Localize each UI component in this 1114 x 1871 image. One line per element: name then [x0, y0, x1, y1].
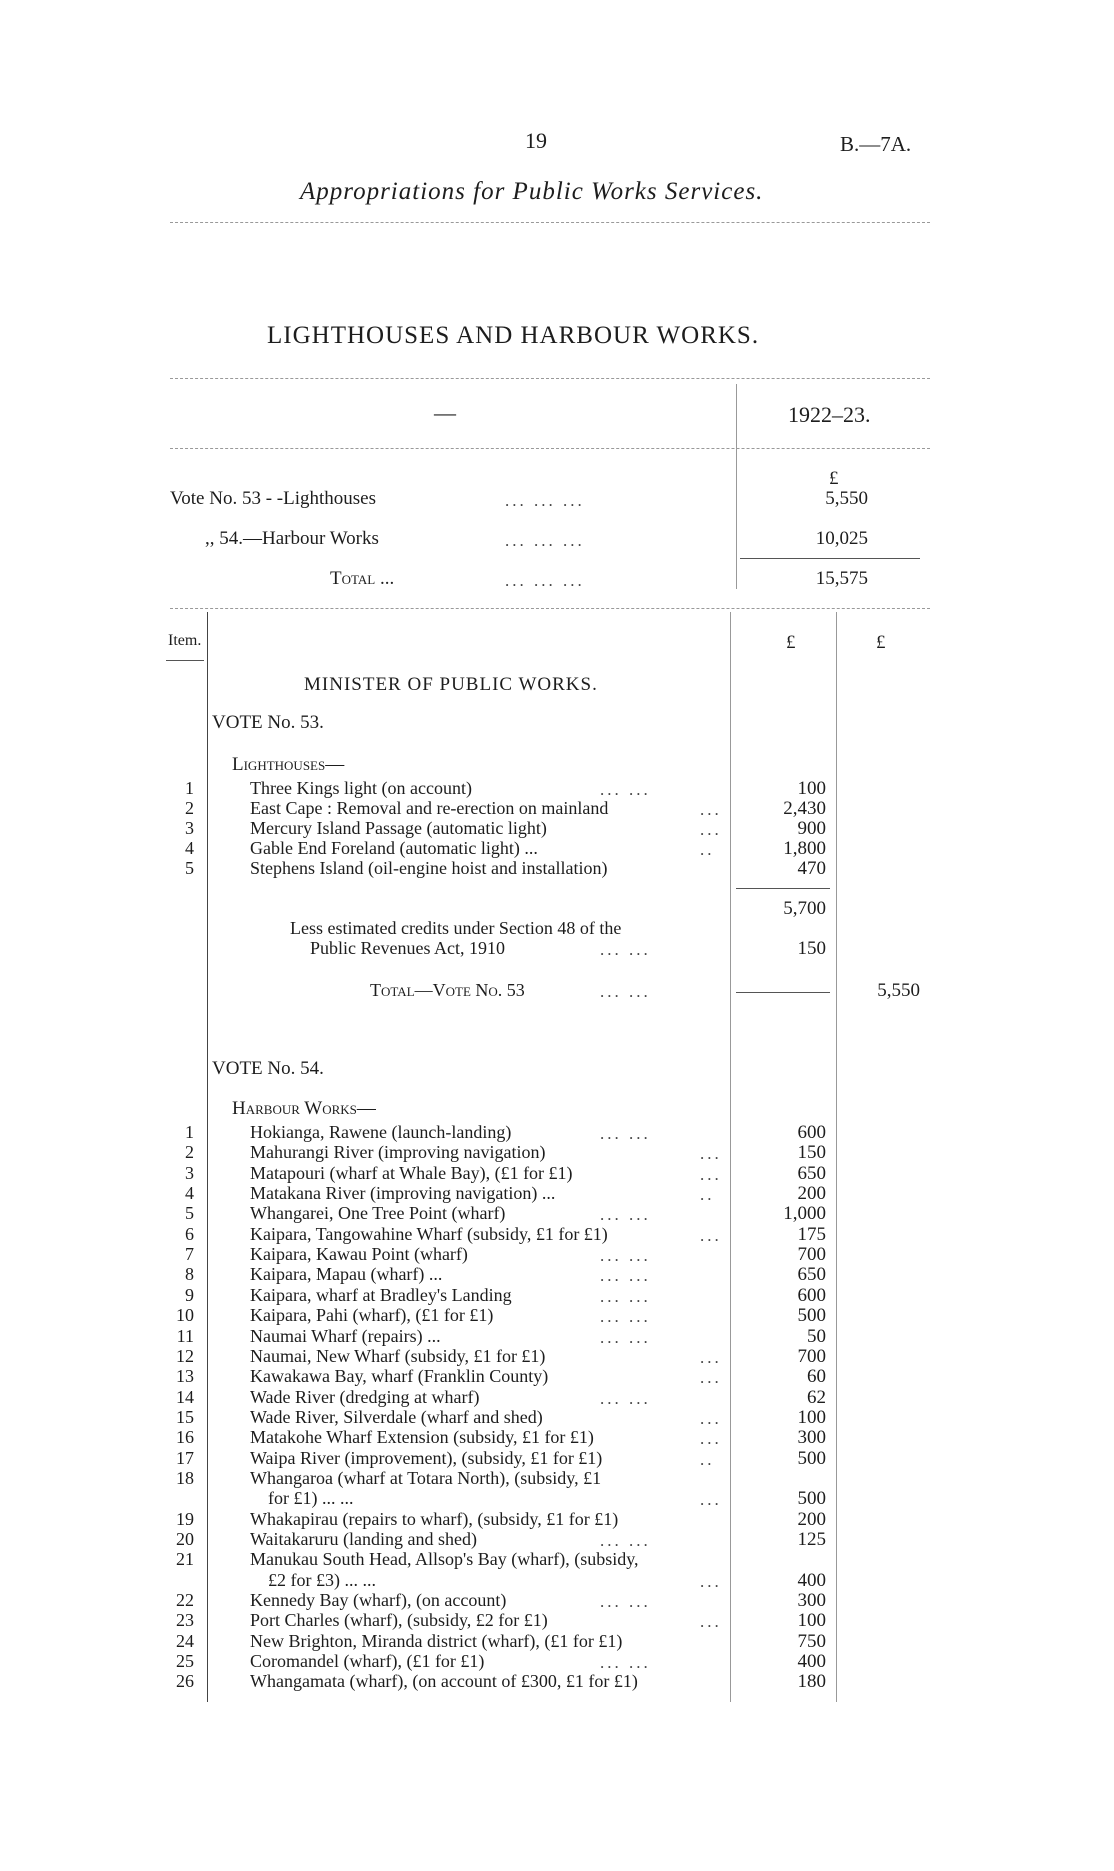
item-number: 5 — [185, 1203, 194, 1224]
item-amount: 150 — [797, 1142, 826, 1164]
item-amount: 700 — [797, 1244, 826, 1266]
vote-53-total-amount: 5,550 — [877, 980, 920, 1001]
item-number: 23 — [176, 1610, 194, 1631]
item-amount: 400 — [797, 1651, 826, 1673]
summary-row-dots: ... ... ... — [505, 531, 585, 550]
item-amount: 62 — [807, 1386, 826, 1408]
credits-amount: 150 — [797, 938, 826, 959]
item-amount: 300 — [797, 1590, 826, 1612]
item-dots: ... ... — [600, 1286, 651, 1306]
item-dots: ... — [700, 1612, 722, 1632]
item-number: 16 — [176, 1427, 194, 1448]
item-description: New Brighton, Miranda district (wharf), (£1 for £1) — [250, 1630, 623, 1651]
total-currency: £ — [876, 632, 886, 653]
credits-line-1: Less estimated credits under Section 48 of the — [290, 918, 622, 938]
summary-row-amount: 5,550 — [825, 488, 868, 509]
item-number: 13 — [176, 1366, 194, 1387]
item-dots: ... — [700, 820, 722, 839]
item-amount: 125 — [797, 1529, 826, 1550]
item-amount: 500 — [797, 1488, 826, 1510]
item-description: Kaipara, Tangowahine Wharf (subsidy, £1 for £1) — [250, 1223, 608, 1244]
vote-53-category: Lighthouses— — [232, 754, 345, 775]
item-amount: 100 — [797, 778, 826, 799]
amount-currency: £ — [786, 632, 796, 653]
item-description: Waitakaruru (landing and shed) — [250, 1529, 477, 1549]
summary-bottom-rule — [170, 608, 930, 609]
summary-year-header: 1922–23. — [788, 402, 871, 427]
item-amount: 650 — [797, 1264, 826, 1286]
item-dots: ... ... — [600, 1307, 651, 1327]
summary-dash-header: — — [434, 400, 456, 425]
page-header-title: Appropriations for Public Works Services. — [300, 178, 764, 205]
item-number: 18 — [176, 1467, 194, 1488]
item-dots: ... ... — [600, 1531, 651, 1550]
summary-row-dots: ... ... ... — [505, 491, 585, 510]
item-number: 11 — [176, 1325, 194, 1346]
item-description: Wade River (dredging at wharf) — [250, 1386, 480, 1407]
item-description: Coromandel (wharf), (£1 for £1) — [250, 1651, 485, 1672]
item-amount: 100 — [797, 1610, 826, 1632]
item-amount: 500 — [797, 1447, 826, 1469]
item-description: Port Charles (wharf), (subsidy, £2 for £1) — [250, 1610, 548, 1631]
item-amount: 200 — [797, 1183, 826, 1205]
summary-currency: £ — [829, 468, 839, 489]
total-column-divider — [836, 612, 837, 1702]
item-description: Whangaroa (wharf at Totara North), (subsidy, £1 — [250, 1467, 602, 1488]
item-number: 1 — [185, 1122, 194, 1142]
item-amount: 900 — [797, 818, 826, 839]
item-dots: ... — [700, 1164, 722, 1184]
item-description: Gable End Foreland (automatic light) ... — [250, 838, 538, 858]
vote-53-subtotal: 5,700 — [783, 898, 826, 919]
summary-total-amount: 15,575 — [815, 568, 868, 589]
item-description-continued: for £1) ... ... — [268, 1488, 354, 1509]
item-header: Item. — [168, 632, 202, 649]
item-description: Mahurangi River (improving navigation) — [250, 1142, 546, 1163]
item-number: 15 — [176, 1406, 194, 1427]
item-amount: 1,800 — [783, 838, 826, 859]
item-header-rule — [166, 660, 204, 661]
section-title: LIGHTHOUSES AND HARBOUR WORKS. — [267, 322, 760, 349]
item-number: 12 — [176, 1345, 194, 1366]
item-number: 21 — [176, 1549, 194, 1570]
summary-sum-rule — [740, 558, 920, 559]
item-dots: ... ... — [600, 1388, 651, 1408]
item-description: Matapouri (wharf at Whale Bay), (£1 for £1) — [250, 1162, 573, 1183]
summary-row-label: Vote No. 53 - -Lighthouses — [170, 488, 376, 509]
item-dots: ... — [700, 1144, 722, 1164]
item-number: 4 — [185, 1183, 194, 1204]
summary-row-amount: 10,025 — [815, 528, 868, 549]
item-dots: ... ... — [600, 1246, 651, 1266]
item-description-continued: £2 for £3) ... ... — [268, 1569, 376, 1590]
item-amount: 2,430 — [783, 798, 826, 819]
item-description: Kennedy Bay (wharf), (on account) — [250, 1590, 507, 1611]
item-dots: .. — [700, 840, 715, 859]
item-amount: 50 — [807, 1325, 826, 1347]
item-column-divider — [207, 612, 208, 1702]
item-number: 8 — [185, 1264, 194, 1285]
item-dots: ... — [700, 1490, 722, 1510]
item-dots: ... ... — [600, 1653, 651, 1673]
item-amount: 175 — [797, 1223, 826, 1245]
vote-53-total-dots: ... ... — [600, 982, 651, 1001]
item-amount: 400 — [797, 1569, 826, 1591]
summary-total-dots: ... ... ... — [505, 571, 585, 590]
item-description: Naumai, New Wharf (subsidy, £1 for £1) — [250, 1345, 546, 1366]
item-description: Stephens Island (oil-engine hoist and installation) — [250, 858, 608, 878]
item-dots: ... — [700, 1347, 722, 1367]
item-number: 14 — [176, 1386, 194, 1407]
item-amount: 100 — [797, 1406, 826, 1428]
page-number: 19 — [525, 128, 547, 153]
item-amount: 750 — [797, 1630, 826, 1652]
summary-row-label: ,, 54.—Harbour Works — [205, 528, 379, 549]
item-number: 3 — [185, 1162, 194, 1183]
item-amount: 600 — [797, 1284, 826, 1306]
item-description: Kaipara, Pahi (wharf), (£1 for £1) — [250, 1305, 494, 1326]
item-description: Whangamata (wharf), (on account of £300, £1 for £1) — [250, 1671, 638, 1692]
vote-53-total-rule — [736, 992, 830, 993]
item-description: Naumai Wharf (repairs) ... — [250, 1325, 441, 1346]
item-number: 25 — [176, 1651, 194, 1672]
item-description: East Cape : Removal and re-erection on mainland — [250, 798, 609, 818]
item-dots: ... ... — [600, 1592, 651, 1612]
item-number: 4 — [185, 838, 194, 858]
vote-53-heading: VOTE No. 53. — [212, 712, 324, 733]
item-dots: ... ... — [600, 780, 651, 799]
item-number: 5 — [185, 858, 194, 878]
item-dots: ... — [700, 1429, 722, 1449]
item-description: Kaipara, Kawau Point (wharf) — [250, 1244, 468, 1265]
item-description: Three Kings light (on account) — [250, 778, 472, 798]
item-number: 20 — [176, 1529, 194, 1549]
item-dots: ... ... — [600, 1205, 651, 1225]
item-number: 2 — [185, 1142, 194, 1163]
item-amount: 600 — [797, 1122, 826, 1143]
item-amount: 180 — [797, 1671, 826, 1693]
amount-column-divider — [730, 612, 731, 1702]
item-amount: 200 — [797, 1508, 826, 1530]
item-number: 26 — [176, 1671, 194, 1692]
item-dots: .. — [700, 1185, 715, 1205]
item-number: 22 — [176, 1590, 194, 1611]
item-number: 19 — [176, 1508, 194, 1529]
item-number: 7 — [185, 1244, 194, 1265]
item-description: Whakapirau (repairs to wharf), (subsidy, £1 for £1) — [250, 1508, 619, 1529]
item-description: Whangarei, One Tree Point (wharf) — [250, 1203, 506, 1224]
item-amount: 1,000 — [783, 1203, 826, 1225]
item-amount: 300 — [797, 1427, 826, 1449]
item-description: Mercury Island Passage (automatic light) — [250, 818, 547, 838]
item-amount: 470 — [797, 858, 826, 879]
minister-heading: MINISTER OF PUBLIC WORKS. — [304, 674, 598, 695]
item-dots: ... ... — [600, 1327, 651, 1347]
vote-54-category: Harbour Works— — [232, 1098, 376, 1119]
item-description: Hokianga, Rawene (launch-landing) — [250, 1122, 512, 1142]
item-dots: ... — [700, 800, 722, 819]
vote-53-sum-rule — [736, 888, 830, 889]
item-number: 1 — [185, 778, 194, 798]
header-rule — [170, 222, 930, 223]
item-number: 9 — [185, 1284, 194, 1305]
item-description: Kaipara, Mapau (wharf) ... — [250, 1264, 443, 1285]
item-description: Matakohe Wharf Extension (subsidy, £1 for £1) — [250, 1427, 594, 1448]
summary-total-label: Total ... — [330, 568, 395, 589]
item-description: Manukau South Head, Allsop's Bay (wharf), (subsidy, — [250, 1549, 639, 1570]
item-number: 3 — [185, 818, 194, 838]
item-dots: ... — [700, 1368, 722, 1388]
item-dots: ... ... — [600, 1266, 651, 1286]
summary-top-rule — [170, 378, 930, 379]
vote-54-heading: VOTE No. 54. — [212, 1058, 324, 1079]
item-dots: ... — [700, 1571, 722, 1591]
item-amount: 700 — [797, 1345, 826, 1367]
item-dots: ... — [700, 1408, 722, 1428]
item-amount: 60 — [807, 1366, 826, 1388]
item-description: Wade River, Silverdale (wharf and shed) — [250, 1406, 543, 1427]
item-description: Matakana River (improving navigation) ... — [250, 1183, 556, 1204]
summary-header-rule — [170, 448, 930, 449]
item-amount: 650 — [797, 1162, 826, 1184]
item-number: 17 — [176, 1447, 194, 1468]
item-description: Kawakawa Bay, wharf (Franklin County) — [250, 1366, 549, 1387]
item-dots: ... — [700, 1225, 722, 1245]
item-description: Waipa River (improvement), (subsidy, £1 for £1) — [250, 1447, 603, 1468]
document-reference: B.—7A. — [840, 132, 912, 156]
item-description: Kaipara, wharf at Bradley's Landing — [250, 1284, 512, 1305]
item-amount: 500 — [797, 1305, 826, 1327]
item-number: 6 — [185, 1223, 194, 1244]
item-number: 10 — [176, 1305, 194, 1326]
credits-dots: ... ... — [600, 940, 651, 959]
item-dots: .. — [700, 1449, 715, 1469]
summary-column-divider — [736, 384, 737, 589]
vote-53-total-label: Total—Vote No. 53 — [370, 980, 525, 1000]
credits-line-2: Public Revenues Act, 1910 — [310, 938, 505, 958]
item-number: 2 — [185, 798, 194, 818]
item-number: 24 — [176, 1630, 194, 1651]
item-dots: ... ... — [600, 1124, 651, 1143]
